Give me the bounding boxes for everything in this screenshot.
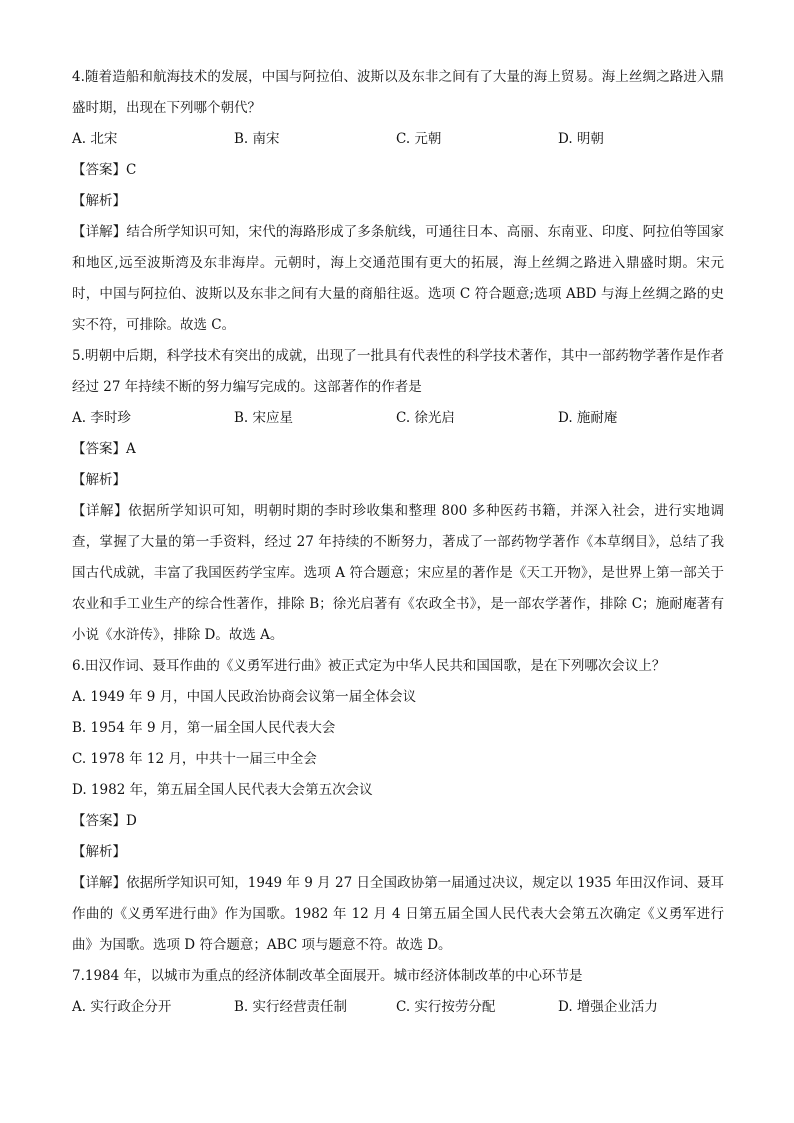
q4-analysis-heading: 【解析】 — [72, 193, 126, 209]
q7-option-a: A. 实行政企分开 — [72, 999, 172, 1015]
q5-answer: 【答案】A — [72, 441, 136, 457]
q5-detail: 【详解】依据所学知识可知，明朝时期的李时珍收集和整理 800 多种医药书籍，并深入社会，进行实地调查，掌握了大量的第一手资料，经过 27 年持续的不断努力，著成了一部药物学著作《本草纲目》，总结了我国古代成就，丰富了我国医药学宝库。选项 A 符合题意；宋应星的著作是《天工开物》，是世界上第一部关于农业和手工业生产的综合性著作，排除 B；徐光启著有《农政全书》，是一部农学著作，排除 C；施耐庵著有小说《水浒传》，排除 D。故选 A。 — [72, 503, 724, 643]
q6-stem: 6.田汉作词、聂耳作曲的《义勇军进行曲》被正式定为中华人民共和国国歌，是在下列哪次会议上？ — [72, 658, 666, 674]
q7-options — [72, 992, 724, 1023]
q4-answer: 【答案】C — [72, 162, 137, 178]
q6-detail: 【详解】依据所学知识可知，1949 年 9 月 27 日全国政协第一届通过决议，规定以 1935 年田汉作词、聂耳作曲的《义勇军进行曲》作为国歌。1982 年 12 月 4 日第五届全国人民代表大会第五次确定《义勇军进行曲》为国歌。选项 D 符合题意；ABC 项与题意不符。故选 D。 — [72, 875, 724, 953]
q5-analysis-heading: 【解析】 — [72, 472, 126, 488]
q7-stem: 7.1984 年，以城市为重点的经济体制改革全面展开。城市经济体制改革的中心环节是 — [72, 968, 583, 984]
q4-option-c: C. 元朝 — [396, 131, 442, 147]
q5-option-b: B. 宋应星 — [234, 410, 294, 426]
q7-option-b: B. 实行经营责任制 — [234, 999, 348, 1015]
q7-option-c: C. 实行按劳分配 — [396, 999, 496, 1015]
q6-answer: 【答案】D — [72, 813, 137, 829]
q5-stem: 5.明朝中后期，科学技术有突出的成就，出现了一批具有代表性的科学技术著作，其中一部药物学著作是作者经过 27 年持续不断的努力编写完成的。这部著作的作者是 — [72, 348, 724, 395]
q6-option-c: C. 1978 年 12 月，中共十一届三中全会 — [72, 751, 317, 767]
document-page — [72, 62, 724, 1023]
q4-option-a: A. 北宋 — [72, 131, 118, 147]
q5-option-c: C. 徐光启 — [396, 410, 455, 426]
q4-option-d: D. 明朝 — [558, 131, 604, 147]
q6-analysis-heading: 【解析】 — [72, 844, 126, 860]
q5-options — [72, 403, 724, 434]
q6-option-a: A. 1949 年 9 月，中国人民政治协商会议第一届全体会议 — [72, 689, 417, 705]
q5-option-a: A. 李时珍 — [72, 410, 131, 426]
q4-option-b: B. 南宋 — [234, 131, 280, 147]
q4-detail: 【详解】结合所学知识可知，宋代的海路形成了多条航线，可通往日本、高丽、东南亚、印度、阿拉伯等国家和地区,远至波斯湾及东非海岸。元朝时，海上交通范围有更大的拓展，海上丝绸之路进入鼎盛时期。宋元时，中国与阿拉伯、波斯以及东非之间有大量的商船往返。选项 C 符合题意;选项 ABD 与海上丝绸之路的史实不符，可排除。故选 C。 — [72, 224, 724, 333]
q4-options — [72, 124, 724, 155]
q7-option-d: D. 增强企业活力 — [558, 999, 658, 1015]
q6-option-b: B. 1954 年 9 月，第一届全国人民代表大会 — [72, 720, 336, 736]
q4-stem: 4.随着造船和航海技术的发展，中国与阿拉伯、波斯以及东非之间有了大量的海上贸易。海上丝绸之路进入鼎盛时期，出现在下列哪个朝代？ — [72, 69, 724, 116]
q5-option-d: D. 施耐庵 — [558, 410, 618, 426]
q6-option-d: D. 1982 年，第五届全国人民代表大会第五次会议 — [72, 782, 373, 798]
